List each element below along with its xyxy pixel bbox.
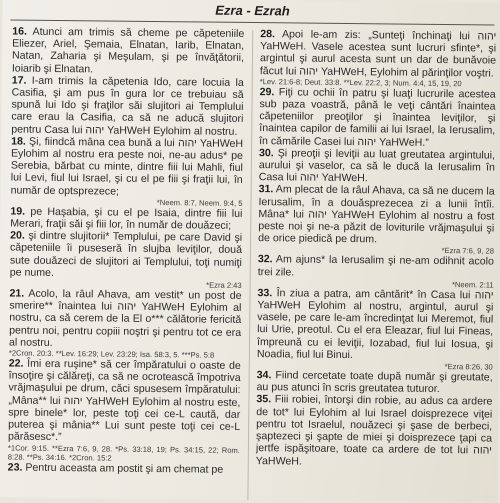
column-divider	[247, 30, 253, 500]
verse-text: Atunci am trimis să cheme pe căpeteniile Eliezer, Ariel, Şemaia, Elnatan, Iarib, Elnatan, Natan, Zaharia şi Meşulam, şi pe învăţătorii, Ioiarib şi Elnatan.	[11, 25, 245, 75]
verse	[10, 230, 242, 281]
verse-number: 32.	[257, 253, 273, 266]
verse	[12, 25, 244, 76]
verse	[9, 288, 242, 351]
verse-number: 20.	[10, 229, 25, 242]
verse-number: 21.	[9, 287, 25, 300]
verse-number: 22.	[8, 357, 24, 370]
verse-text: şi dintre slujitorii* Templului, pe care David şi căpeteniile îi puseseră în slujba leviţilor, două sute douăzeci de slujitori ai Templului, toţi numiţi pe nume.	[9, 229, 243, 279]
verse	[256, 369, 492, 396]
verse-number: 19.	[10, 205, 26, 218]
verse-text: Fiind cercetate toate după număr şi greutate, au pus atunci în scris greutatea tuturor.	[256, 369, 493, 396]
verse-text: Acolo, la râul Ahava, am vestit* un post de smerire** înaintea lui יהוה YaHWeH Eylohim al nostru, ca să cerem de la El o*** călătorie fericită pentru noi, pentru copiii noştri şi pentru tot ce era al nostru.	[8, 287, 242, 349]
verse-number: 34.	[256, 369, 272, 382]
page-title: Ezra - Ezrah	[215, 2, 290, 19]
verse	[259, 147, 495, 186]
verse	[260, 28, 496, 79]
verse-text: În ziua a patra, am cântărit* în Casa lui יהוה YaHWeH Eylohim al nostru, argintul, aurul şi vasele, pe care le-am încredinţat lui Meremot, fiul lui Urie, preotul. Cu el era Eleazar, fiul lui Fineas, împreună cu ei leviţii, Iozabad, fiul lui Iosua, şi Noadia, fiul lui Binui.	[256, 287, 494, 361]
verse	[8, 461, 240, 476]
page-header	[2, 0, 500, 29]
cross-reference: *Ezra 7:6, 9, 28	[441, 246, 495, 257]
right-column	[255, 28, 496, 502]
verse	[258, 184, 495, 247]
verse-text: Fiii robiei, întorşi din robie, au adus ca ardere de tot* lui Eylohim al lui Israel doisprezece viţei pentru tot Israelul, nouăzeci şi şase de berbeci, şaptezeci şi şapte de miei şi doisprezece ţapi ca jertfe ispăşitoare, toate ca ardere de tot lui יהוה YaHWeH.	[255, 393, 493, 468]
verse-text: Am ajuns* la Ierusalim şi ne-am odihnit acolo trei zile.	[257, 253, 494, 279]
verse-text: Apoi le-am zis: „Sunteţi închinaţi lui יהוה YaHWeH. Vasele acestea sunt lucruri sfinte*, şi argintul şi aurul acesta sunt un dar de bunăvoie făcut lui יהוה YaHWeH, Eylohim al părinţilor voştri.	[259, 28, 497, 80]
verse	[8, 358, 241, 446]
verse	[11, 135, 244, 198]
verse-number: 16.	[12, 25, 28, 38]
cross-reference: *Ezra 8:26, 30	[444, 362, 493, 372]
verse	[259, 86, 496, 149]
footnote: *2Cron. 20:3. **Lev. 16:29; Lev. 23:29; Isa. 58:3, 5. ***Ps. 5:8	[8, 348, 215, 360]
verse-number: 30.	[258, 146, 274, 160]
cross-reference: *Neem. 2:11	[451, 279, 494, 290]
cross-reference: *Neem. 8:7, Neem. 9:4, 5	[156, 197, 243, 208]
verse-number: 23.	[7, 460, 23, 474]
verse-text: I-am trimis la căpetenia Ido, care locuia la Casifia, şi am pus în gura lor ce trebuiau să spună lui Ido şi fraţilor săi slujitori ai Templului care erau la Casifia, ca să ne aducă slujitori pentru Casa lui יהוה YaHWeH Eylohim al nostru.	[11, 74, 244, 138]
verse	[256, 394, 493, 470]
verse-number: 28.	[260, 28, 276, 41]
verse-number: 33.	[257, 286, 273, 300]
verse-text: Am plecat de la râul Ahava, ca să ne ducem la Ierusalim, în a douăsprezecea zi a lunii întîi. Mâna* lui יהוה YaHWeH Eylohim al nostru a fost peste noi şi ne-a păzit de loviturile vrăjmaşului şi de orice piedică pe drum.	[258, 183, 495, 246]
verse-number: 35.	[256, 393, 272, 406]
verse-text: Şi preoţii şi leviţii au luat greutatea argintului, aurului şi vaselor, ca să le ducă la Ierusalim în Casa lui יהוה YaHWeH.	[258, 147, 496, 185]
verse-text: pe Haşabia, şi cu el pe Isaia, dintre fiii lui Merari, fraţii săi şi fiii lor, în număr de douăzeci;	[10, 205, 243, 232]
verse-text: Pentru aceasta am postit şi am chemat pe	[22, 461, 224, 476]
verse-number: 18.	[11, 135, 26, 148]
verse	[11, 74, 244, 137]
verse-number: 29.	[259, 85, 275, 99]
verse-text: Îmi era ruşine* să cer împăratului o oaste de însoţire şi călăreţi, ca să ne ocrotească împotriva vrăjmaşului pe drum, căci spusesem împăratului: „Mâna** lui יהוה YaHWeH Eylohim al nostru este, spre binele* lor, peste toţi cei ce-L caută, dar puterea şi mânia** Lui sunt peste toţi cei ce-L părăsesc*.”	[7, 357, 241, 444]
left-column	[7, 25, 244, 499]
footnote: *1Cor. 9:15. **Ezra 7:6, 9, 28. *Ps. 33:18, 19; Ps. 34:15, 22; Rom. 8:28. **Ps. 34:16. *2Cron. 15:2	[7, 442, 240, 463]
cross-reference: *Ezra 2:43	[206, 280, 242, 290]
verse-text: Fiţi cu ochii în patru şi luaţi lucrurile acestea sub paza voastră, până le veţi cântări înaintea căpeteniilor preoţilor şi înaintea leviţilor, şi înaintea capilor de familii ai lui Israel, la Ierusalim, în cămările Casei lui יהוה YaHWeH.”	[259, 86, 496, 149]
verse-number: 31.	[258, 183, 274, 196]
verse-text: Şi, fiindcă mâna cea bună a lui יהוה YaHWeH Eylohim al nostru era peste noi, ne-au adus* pe Serebia, bărbat cu minte, dintre fiii lui Mahli, fiul lui Levi, fiul lui Israel, şi cu el pe fiii şi fraţii lui, în număr de optsprezece;	[10, 135, 244, 198]
verse-number: 17.	[11, 74, 27, 87]
verse	[258, 254, 494, 281]
header-rule	[10, 19, 494, 25]
verse	[10, 205, 242, 232]
footnote: *Lev. 21:6-8; Deut. 33:8. **Lev. 22:2, 3; Num. 4:4, 15, 19, 20	[259, 76, 462, 89]
verse	[257, 287, 494, 363]
